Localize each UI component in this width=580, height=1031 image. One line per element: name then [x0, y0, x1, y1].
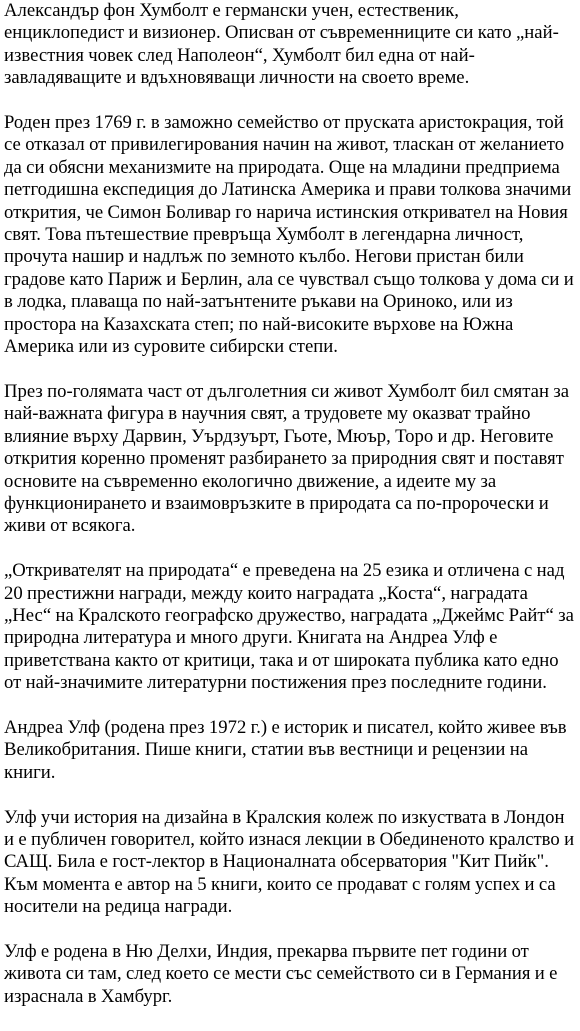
paragraph-intro: Александър фон Хумболт е германски учен, естественик, енциклопедист и визионер. Описван от съвременниците си като „най-известния човек след Наполеон“, Хумболт бил една от най-завладяващите и вдъхновяващи личности на своето време.: [4, 0, 559, 89]
paragraph-biography: Роден през 1769 г. в заможно семейство от пруската аристокрация, той се отказал от привилегирования начин на живот, тласкан от желанието да си обясни механизмите на природата. Още на младини предприема петгодишна експедиция до Латинска Америка и прави толкова значими открития, че Симон Боливар го нарича истинския откривател на Новия свят. Това пътешествие превръща Хумболт в легендарна личност, прочута нашир и надлъж по земното кълбо. Негови пристан били градове като Париж и Берлин, ала се чувствал също толкова у дома си и в лодка, плаваща по най-затънтените ръкави на Ориноко, или из простора на Казахската степ; по най-високите върхове на Южна Америка или из суровите сибирски степи.: [4, 112, 574, 358]
paragraph-influence: През по-голямата част от дълголетния си живот Хумболт бил смятан за най-важната фигура в научния свят, а трудовете му оказват трайно влияние върху Дарвин, Уърдзуърт, Гьоте, Мюър, Торо и др. Неговите открития коренно променят разбирането за природния свят и поставят основите на съвременно екологично движение, а идеите му за функционирането и взаимовръзките в природата са по-пророчески и живи от всякога.: [4, 380, 569, 537]
paragraph-author-career: Улф учи история на дизайна в Кралския колеж по изкуствата в Лондон и е публичен говорител, който изнася лекции в Обединеното кралство и САЩ. Била е гост-лектор в Националната обсерватория "Кит Пийк". Към момента е автор на 5 книги, които се продават с голям успех и са носители на редица награди.: [4, 806, 575, 918]
document-body: [4, 0, 578, 1031]
paragraph-book-awards: „Откривателят на природата“ е преведена на 25 езика и отличена с над 20 престижни награди, между които наградата „Коста“, наградата „Нес“ на Кралското географско дружество, наградата „Джеймс Райт“ за природна литература и много други. Книгата на Андреа Улф е приветствана както от критици, така и от широката публика като едно от най-значимите литературни постижения през последните години.: [4, 560, 574, 694]
paragraph-author-origin: Улф е родена в Ню Делхи, Индия, прекарва първите пет години от живота си там, след което се мести със семейството си в Германия и е израснала в Хамбург.: [4, 940, 558, 1007]
paragraph-author-intro: Андреа Улф (родена през 1972 г.) е историк и писател, който живее във Великобритания. Пише книги, статии във вестници и рецензии на книги.: [4, 716, 567, 783]
